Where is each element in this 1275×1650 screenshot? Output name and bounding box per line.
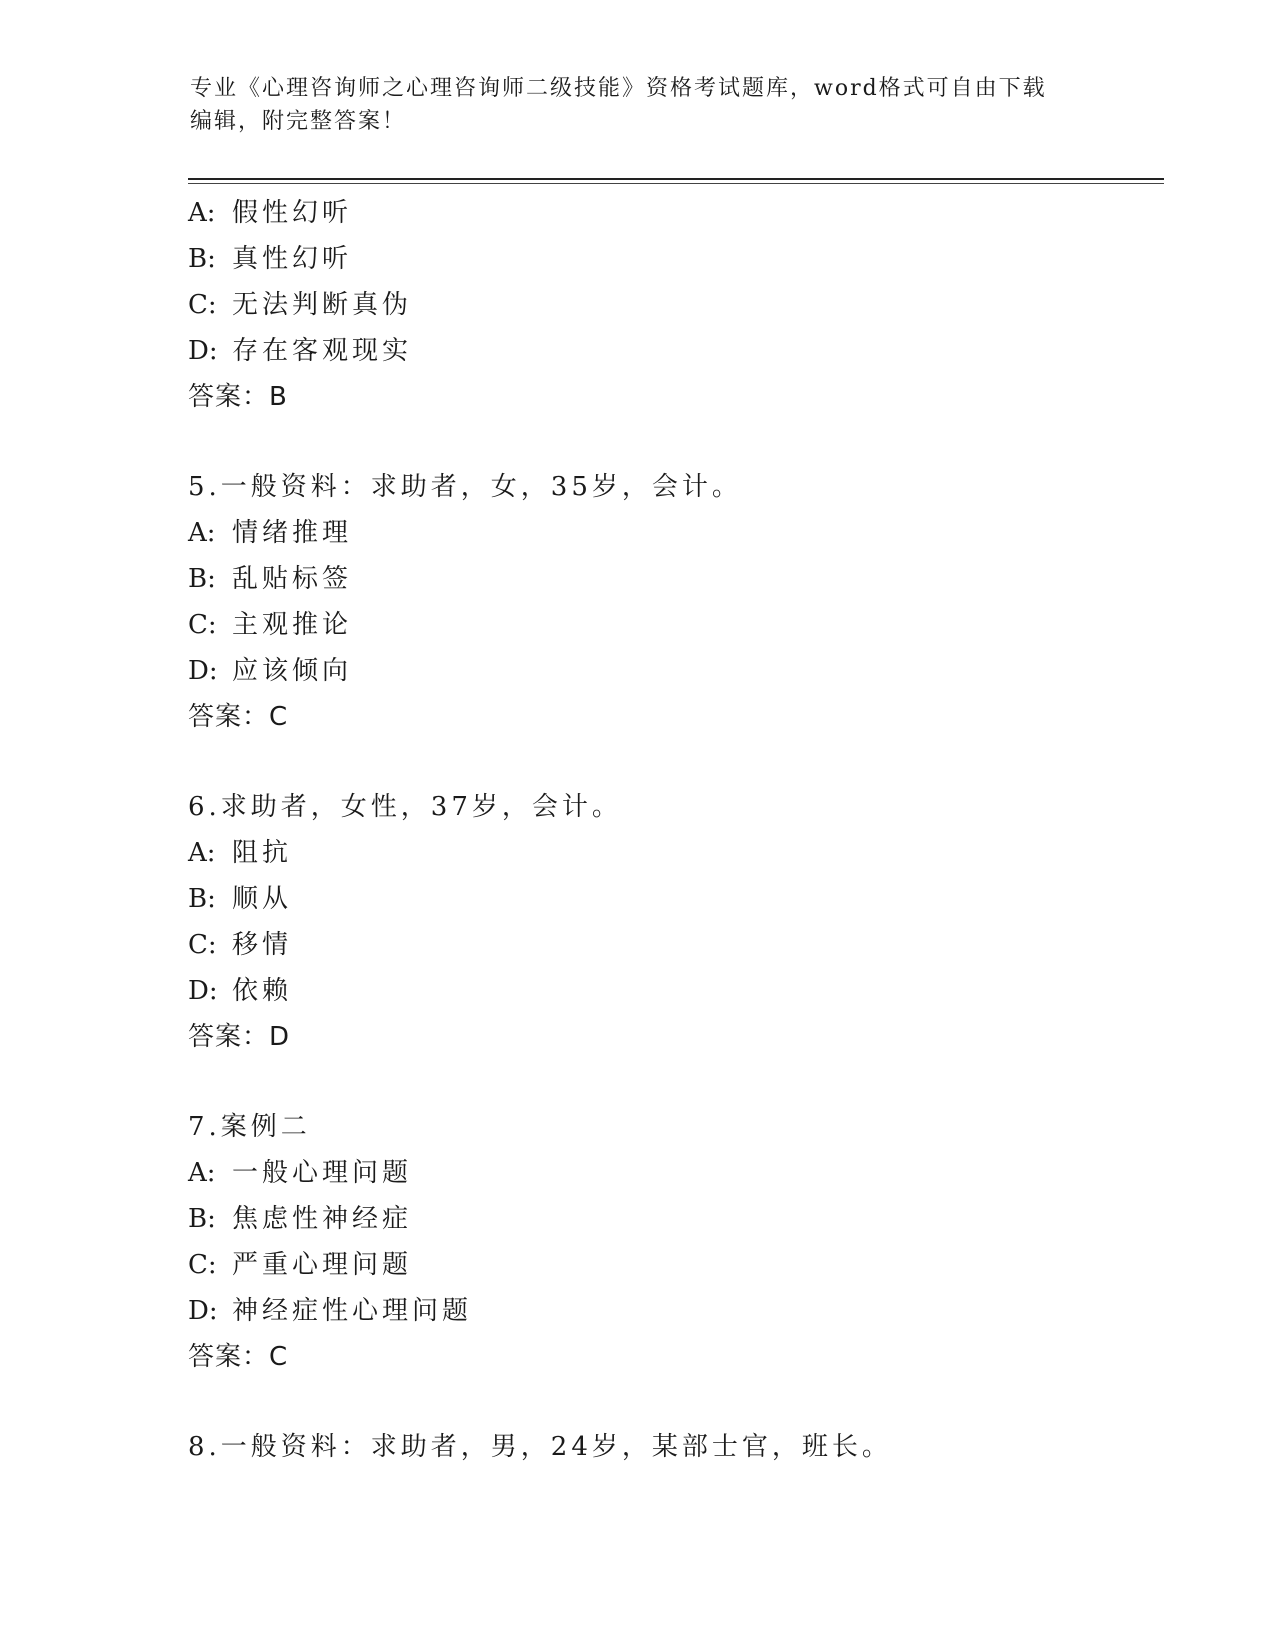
question-stem: 5.一般资料：求助者，女，35岁，会计。 [188, 472, 742, 502]
spacer [188, 1060, 1168, 1104]
question-block-4 [188, 190, 1168, 420]
option-c: C: 严重心理问题 [188, 1250, 413, 1280]
answer-line: 答案：C [188, 702, 289, 732]
question-stem: 6.求助者，女性，37岁，会计。 [188, 792, 622, 822]
option-b: B: 真性幻听 [188, 244, 353, 274]
question-block-6 [188, 784, 1168, 1060]
question-block-5 [188, 464, 1168, 740]
option-c: C: 主观推论 [188, 610, 353, 640]
header-divider-thick [188, 178, 1164, 180]
spacer [188, 420, 1168, 464]
question-stem: 7.案例二 [188, 1112, 311, 1142]
spacer [188, 740, 1168, 784]
question-stem: 8.一般资料：求助者，男，24岁，某部士官，班长。 [188, 1432, 892, 1462]
option-d: D: 依赖 [188, 976, 293, 1006]
option-c: C: 移情 [188, 930, 293, 960]
option-d: D: 神经症性心理问题 [188, 1296, 473, 1326]
question-block-8 [188, 1424, 1168, 1470]
header-line-1: 专业《心理咨询师之心理咨询师二级技能》资格考试题库，word格式可自由下载 [190, 76, 1047, 101]
option-a: A: 假性幻听 [188, 198, 353, 228]
question-block-7 [188, 1104, 1168, 1380]
option-d: D: 应该倾向 [188, 656, 353, 686]
option-c: C: 无法判断真伪 [188, 290, 413, 320]
spacer [188, 1380, 1168, 1424]
option-a: A: 一般心理问题 [188, 1158, 413, 1188]
header-divider-thin [188, 183, 1164, 184]
document-header [190, 72, 1090, 138]
answer-line: 答案：B [188, 382, 288, 412]
option-b: B: 焦虑性神经症 [188, 1204, 413, 1234]
answer-line: 答案：D [188, 1022, 291, 1052]
option-b: B: 乱贴标签 [188, 564, 353, 594]
option-a: A: 阻抗 [188, 838, 293, 868]
option-a: A: 情绪推理 [188, 518, 353, 548]
answer-line: 答案：C [188, 1342, 289, 1372]
option-b: B: 顺从 [188, 884, 293, 914]
option-d: D: 存在客观现实 [188, 336, 413, 366]
header-line-2: 编辑，附完整答案！ [190, 109, 407, 134]
question-list [188, 190, 1168, 1470]
